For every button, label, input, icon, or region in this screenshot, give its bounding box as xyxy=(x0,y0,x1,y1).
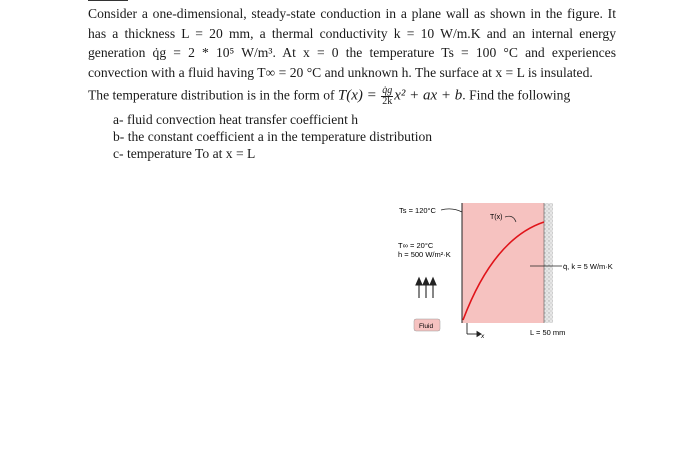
equation-prefix: The temperature distribution is in the form of xyxy=(88,87,338,103)
problem-line-2: has a thickness L = 20 mm, a thermal conductivity k = 10 W/m.K and an internal energy xyxy=(88,25,616,41)
convection-coefficient-label: h = 500 W/m²·K xyxy=(398,250,451,259)
wall-thickness-label: L = 50 mm xyxy=(530,328,566,337)
problem-line-3: generation q̇g = 2 * 10⁵ W/m³. At x = 0 the temperature Ts = 100 °C and experiences xyxy=(88,45,616,61)
insulation-layer xyxy=(544,203,553,323)
equation-suffix: . Find the following xyxy=(462,87,571,103)
heat-generation-conductivity-label: q̇, k = 5 W/m·K xyxy=(563,262,613,271)
x-axis-label: x xyxy=(481,333,485,340)
problem-line-1: Consider a one-dimensional, steady-state conduction in a plane wall as shown in the figure. It xyxy=(88,6,616,21)
equation-lhs: T(x) = xyxy=(337,87,377,104)
temperature-function-label: T(x) xyxy=(490,214,503,221)
question-item-b: b- the constant coefficient a in the temperature distribution xyxy=(113,129,433,144)
plane-wall xyxy=(462,203,544,323)
question-item-a: a- fluid convection heat transfer coefficient h xyxy=(113,112,359,127)
x-axis-indicator xyxy=(467,323,481,337)
surface-temperature-label: Ts = 120°C xyxy=(399,206,436,215)
equation-rhs: x² + ax + b xyxy=(394,87,463,104)
fraction-numerator: q̇g xyxy=(382,85,393,96)
ts-leader-line xyxy=(441,209,462,212)
fluid-flow-arrows-icon xyxy=(416,278,436,298)
question-item-c: c- temperature To at x = L xyxy=(113,146,256,161)
fluid-label: Fluid xyxy=(419,323,434,330)
problem-line-4: convection with a fluid having T∞ = 20 °C and unknown h. The surface at x = L is insulated. xyxy=(88,64,593,80)
fluid-temperature-label: T∞ = 20°C xyxy=(398,241,434,250)
fraction-denominator: 2k xyxy=(382,96,393,107)
